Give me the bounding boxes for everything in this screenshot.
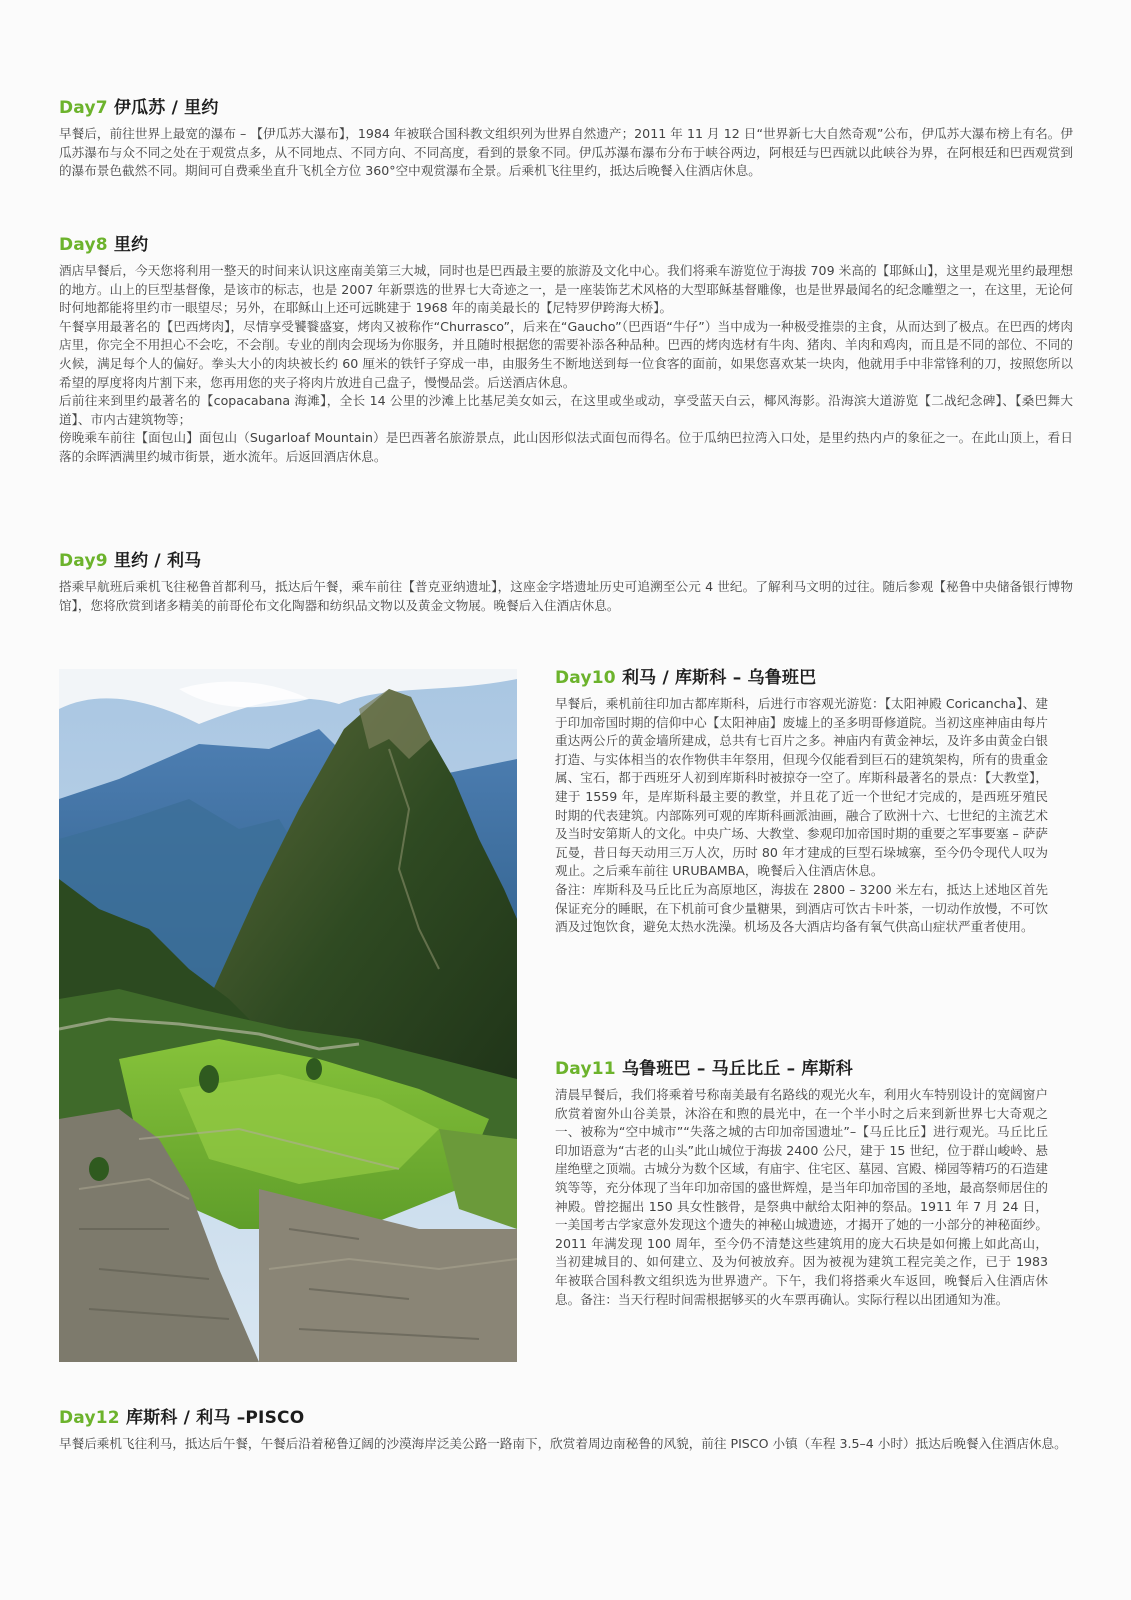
day8-paragraph-4: 傍晚乘车前往【面包山】面包山（Sugarloaf Mountain）是巴西著名旅游景点，此山因形似法式面包而得名。位于瓜纳巴拉湾入口处，是里约热内卢的象征之一。在此山顶上，看日落的余晖洒满里约城市街景，逝水流年。后返回酒店休息。 <box>59 430 1073 464</box>
day8-place: 里约 <box>113 235 149 255</box>
day10-title <box>555 667 1048 689</box>
day12-title <box>59 1407 1073 1429</box>
day7-paragraph-1: 早餐后，前往世界上最宽的瀑布 – 【伊瓜苏大瀑布】，1984 年被联合国科教文组织列为世界自然遗产；2011 年 11 月 12 日“世界新七大自然奇观”公布，伊瓜苏大瀑布榜上有名。伊瓜苏瀑布与众不同之处在于观赏点多，从不同地点、不同方向、不同高度，看到的景象不同。伊瓜苏瀑布瀑布分布于峡谷两边，阿根廷与巴西就以此峡谷为界，在阿根廷和巴西观赏到的瀑布景色截然不同。期间可自费乘坐直升飞机全方位 360°空中观赏瀑布全景。后乘机飞往里约，抵达后晚餐入住酒店休息。 <box>59 126 1073 179</box>
day11-paragraph-1: 清晨早餐后，我们将乘着号称南美最有名路线的观光火车，利用火车特别设计的宽阔窗户欣赏着窗外山谷美景，沐浴在和煦的晨光中，在一个半小时之后来到新世界七大奇观之一、被称为“空中城市”“失落之城的古印加帝国遗址”–【马丘比丘】进行观光。马丘比丘印加语意为“古老的山头”此山城位于海拔 2400 公尺，建于 15 世纪，位于群山峻岭、悬崖绝壁之顶端。古城分为数个区域，有庙宇、住宅区、墓园、宫殿、梯园等精巧的石造建筑等等，充分体现了当年印加帝国的盛世辉煌，是当年印加帝国的圣地，最高祭师居住的神殿。曾挖掘出 150 具女性骸骨，是祭典中献给太阳神的祭品。1911 年 7 月 24 日，一美国考古学家意外发现这个遗失的神秘山城遗迹，才揭开了她的一小部分的神秘面纱。2011 年满发现 100 周年，至今仍不清楚这些建筑用的庞大石块是如何搬上如此高山，当初建城目的、如何建立、及为何被放弃。因为被视为建筑工程完美之作，已于 1983 年被联合国科教文组织选为世界遗产。下午，我们将搭乘火车返回，晚餐后入住酒店休息。备注：当天行程时间需根据够买的火车票再确认。实际行程以出团通知为准。 <box>555 1087 1048 1307</box>
day9-section <box>59 550 1073 615</box>
day10-place: 利马 / 库斯科 – 乌鲁班巴 <box>621 668 817 688</box>
machu-picchu-illustration <box>59 669 517 1362</box>
day10-section <box>555 667 1048 937</box>
day11-place: 乌鲁班巴 – 马丘比丘 – 库斯科 <box>621 1059 854 1079</box>
day9-title <box>59 550 1073 572</box>
day8-paragraph-2: 午餐享用最著名的【巴西烤肉】，尽情享受饕餮盛宴，烤肉又被称作“Churrasco”，后来在“Gaucho”（巴西语“牛仔”）当中成为一种极受推崇的主食，从而达到了极点。在巴西的烤肉店里，你完全不用担心不会吃，不会削。专业的削肉会现场为你服务，并且随时根据您的需要补添各种品种。巴西的烤肉选材有牛肉、猪肉、羊肉和鸡肉，而且是不同的部位、不同的火候，满足每个人的偏好。拳头大小的肉块被长约 60 厘米的铁钎子穿成一串，由服务生不断地送到每一位食客的面前，如果您喜欢某一块肉，他就用手中非常锋利的刀，按照您所以希望的厚度将肉片割下来，您再用您的夹子将肉片放进自己盘子，慢慢品尝。后送酒店休息。 <box>59 318 1073 390</box>
day9-place: 里约 / 利马 <box>113 551 202 571</box>
day10-paragraph-2: 备注：库斯科及马丘比丘为高原地区，海拔在 2800 – 3200 米左右，抵达上述地区首先保证充分的睡眠，在下机前可食少量糖果，到酒店可饮古卡叶茶，一切动作放慢，不可饮酒及过饱饮食，避免太热水洗澡。机场及各大酒店均备有氧气供高山症状严重者使用。 <box>555 881 1048 935</box>
day12-paragraph-1: 早餐后乘机飞往利马，抵达后午餐，午餐后沿着秘鲁辽阔的沙漠海岸泛美公路一路南下，欣赏着周边南秘鲁的风貌，前往 PISCO 小镇（车程 3.5–4 小时）抵达后晚餐入住酒店休息。 <box>59 1436 1067 1451</box>
day10-number: Day10 <box>555 668 616 688</box>
day8-number: Day8 <box>59 235 108 255</box>
day12-section <box>59 1407 1073 1454</box>
day9-number: Day9 <box>59 551 108 571</box>
day11-section <box>555 1058 1048 1309</box>
day8-paragraph-1: 酒店早餐后，今天您将利用一整天的时间来认识这座南美第三大城，同时也是巴西最主要的旅游及文化中心。我们将乘车游览位于海拔 709 米高的【耶稣山】，这里是观光里约最理想的地方。山上的巨型基督像，是该市的标志，也是 2007 年新票选的世界七大奇迹之一，是一座装饰艺术风格的大型耶稣基督雕像，也是世界最闻名的纪念雕塑之一，在这里，无论何时何地都能将里约市一眼望尽；另外，在耶稣山上还可远眺建于 1968 年的南美最长的【尼特罗伊跨海大桥】。 <box>59 263 1073 316</box>
day12-number: Day12 <box>59 1408 120 1428</box>
day7-place: 伊瓜苏 / 里约 <box>113 98 219 118</box>
day12-place: 库斯科 / 利马 –PISCO <box>125 1408 305 1428</box>
day7-number: Day7 <box>59 98 108 118</box>
day7-title <box>59 97 1073 119</box>
day10-paragraph-1: 早餐后，乘机前往印加古都库斯科，后进行市容观光游览：【太阳神殿 Coricancha】、建于印加帝国时期的信仰中心【太阳神庙】废墟上的圣多明哥修道院。当初这座神庙由每片重达两公斤的黄金墙所建成，总共有七百片之多。神庙内有黄金神坛，及许多由黄金白银打造、与实体相当的农作物供丰年祭用，但现今仅能看到巨石的建筑架构，所有的贵重金属、宝石，都于西班牙人初到库斯科时被掠夺一空了。库斯科最著名的景点：【大教堂】，建于 1559 年，是库斯科最主要的教堂，并且花了近一个世纪才完成的，是西班牙殖民时期的代表建筑。内部陈列可观的库斯科画派油画，融合了欧洲十六、七世纪的主流艺术及当时安第斯人的文化。中央广场、大教堂、参观印加帝国时期的重要之军事要塞 – 萨萨瓦曼，昔日每天动用三万人次，历时 80 年才建成的巨型石垛城寨，至今仍令现代人叹为观止。之后乘车前往 URUBAMBA，晚餐后入住酒店休息。 <box>555 696 1048 879</box>
day7-section <box>59 97 1073 181</box>
machu-picchu-photo <box>59 669 517 1362</box>
day8-paragraph-3: 后前往来到里约最著名的【copacabana 海滩】，全长 14 公里的沙滩上比基尼美女如云，在这里或坐或动，享受蓝天白云，椰风海影。沿海滨大道游览【二战纪念碑】、【桑巴舞大道】、市内古建筑物等； <box>59 393 1073 427</box>
day8-section <box>59 234 1073 467</box>
day8-title <box>59 234 1073 256</box>
day11-number: Day11 <box>555 1059 616 1079</box>
day9-paragraph-1: 搭乘早航班后乘机飞往秘鲁首都利马，抵达后午餐，乘车前往【普克亚纳遗址】，这座金字塔遗址历史可追溯至公元 4 世纪。了解利马文明的过往。随后参观【秘鲁中央储备银行博物馆】，您将欣赏到诸多精美的前哥伦布文化陶器和纺织品文物以及黄金文物展。晚餐后入住酒店休息。 <box>59 579 1073 613</box>
day11-title <box>555 1058 1048 1080</box>
